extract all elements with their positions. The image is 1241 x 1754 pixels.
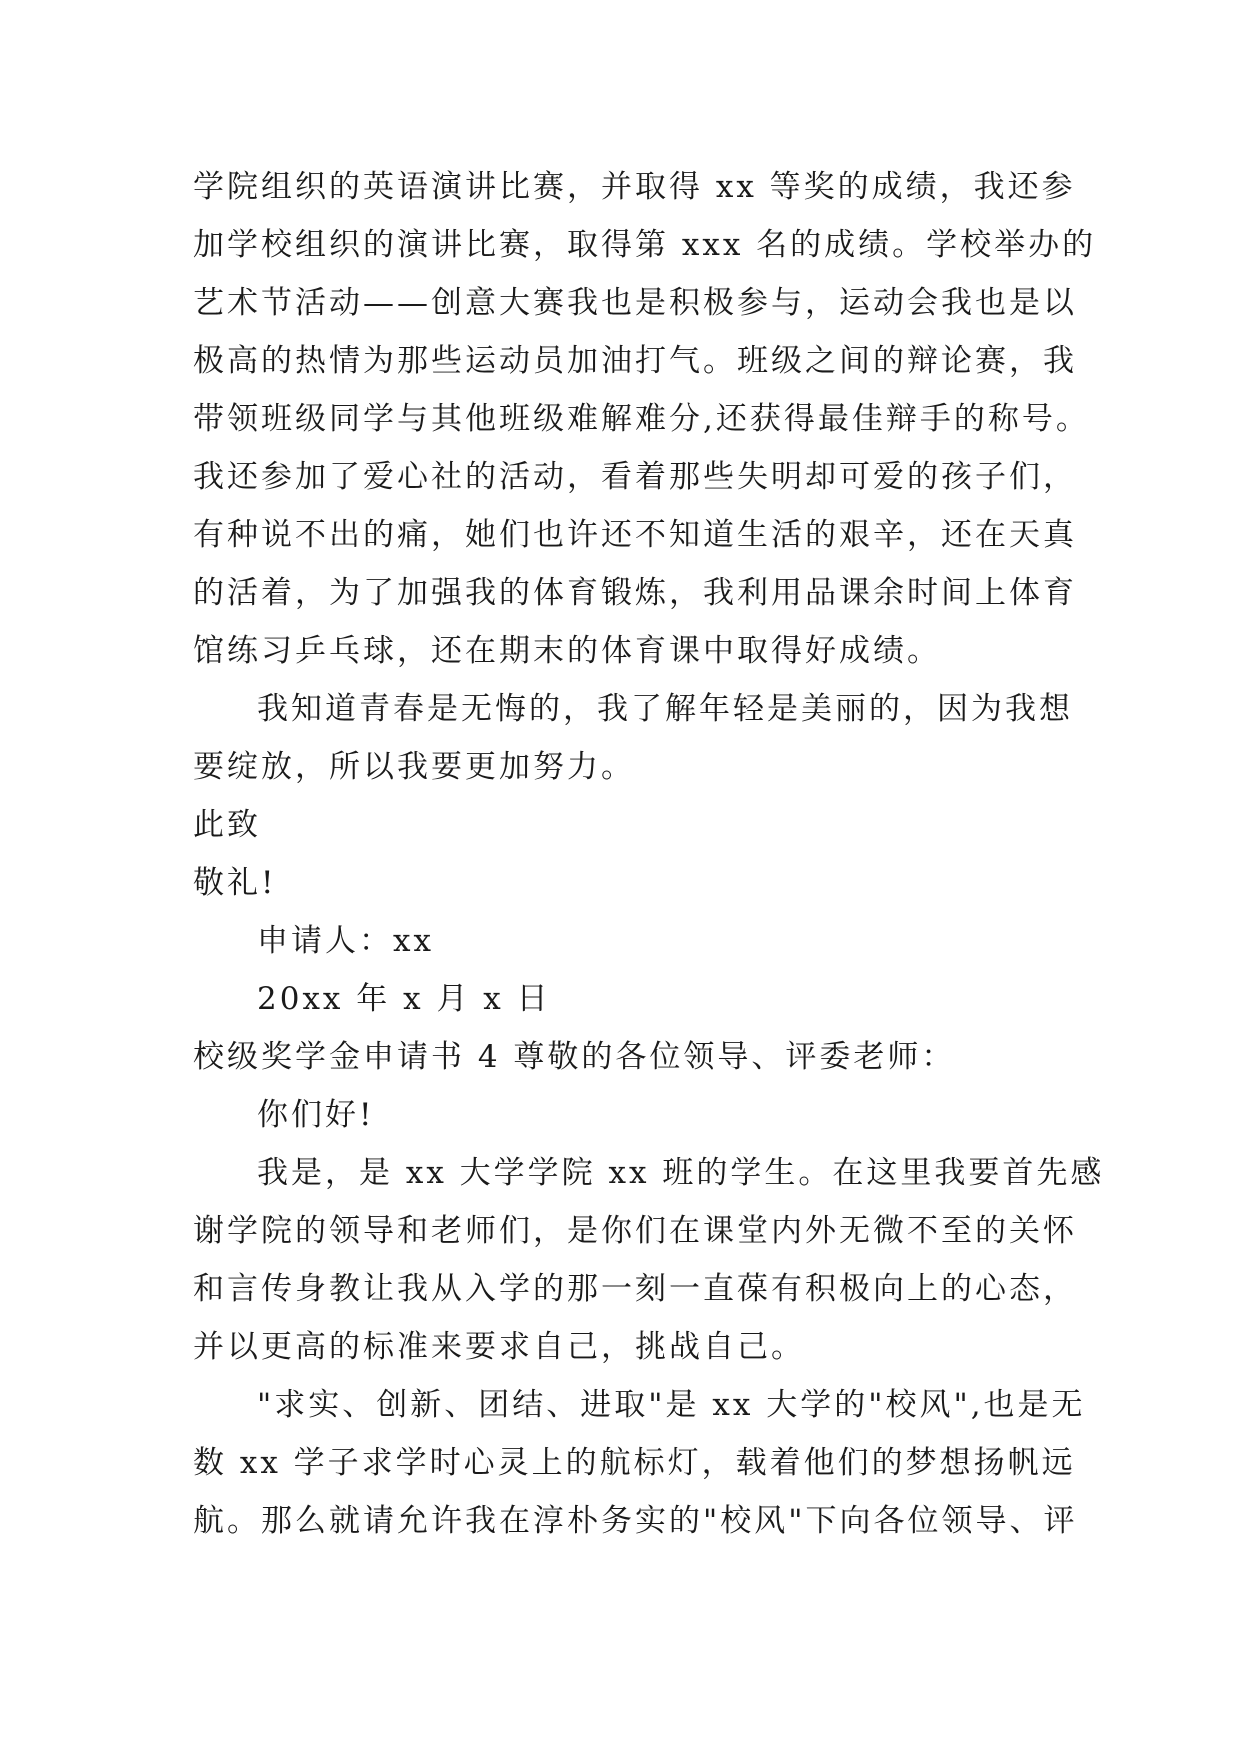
paragraph-start-line: 我知道青春是无悔的，我了解年轻是美丽的，因为我想 [257,691,1073,727]
text-line: 艺术节活动——创意大赛我也是积极参与，运动会我也是以 [193,285,1077,321]
text-line: 要绽放，所以我要更加努力。 [193,749,635,785]
text-line: 馆练习乒乓球，还在期末的体育课中取得好成绩。 [193,633,941,669]
text-line: 学院组织的英语演讲比赛，并取得 xx 等奖的成绩，我还参 [193,169,1076,205]
text-line: 极高的热情为那些运动员加油打气。班级之间的辩论赛，我 [193,343,1077,379]
document-body [193,158,1105,1550]
closing-salutation: 此致 [193,807,261,843]
text-line: 数 xx 学子求学时心灵上的航标灯，载着他们的梦想扬帆远 [193,1445,1076,1481]
text-line: 加学校组织的演讲比赛，取得第 xxx 名的成绩。学校举办的 [193,227,1097,263]
text-line: 带领班级同学与其他班级难解难分,还获得最佳辩手的称号。 [193,401,1090,437]
text-line: 并以更高的标准来要求自己，挑战自己。 [193,1329,805,1365]
text-line: 的活着，为了加强我的体育锻炼，我利用品课余时间上体育 [193,575,1077,611]
text-line: 航。那么就请允许我在淳朴务实的"校风"下向各位领导、评 [193,1503,1078,1539]
text-line: 我还参加了爱心社的活动，看着那些失明却可爱的孩子们， [193,459,1077,495]
greeting-line: 你们好! [257,1097,375,1133]
paragraph-start-line: "求实、创新、团结、进取"是 xx 大学的"校风",也是无 [257,1387,1086,1423]
text-line: 有种说不出的痛，她们也许还不知道生活的艰辛，还在天真 [193,517,1077,553]
applicant-signature: 申请人：xx [257,923,434,959]
section-heading-greeting: 校级奖学金申请书 4 尊敬的各位领导、评委老师： [193,1039,956,1075]
closing-regards: 敬礼! [193,865,277,901]
signature-date: 20xx 年 x 月 x 日 [257,981,551,1017]
text-line: 谢学院的领导和老师们，是你们在课堂内外无微不至的关怀 [193,1213,1077,1249]
text-line: 和言传身教让我从入学的那一刻一直葆有积极向上的心态， [193,1271,1077,1307]
paragraph-start-line: 我是，是 xx 大学学院 xx 班的学生。在这里我要首先感 [257,1155,1105,1191]
